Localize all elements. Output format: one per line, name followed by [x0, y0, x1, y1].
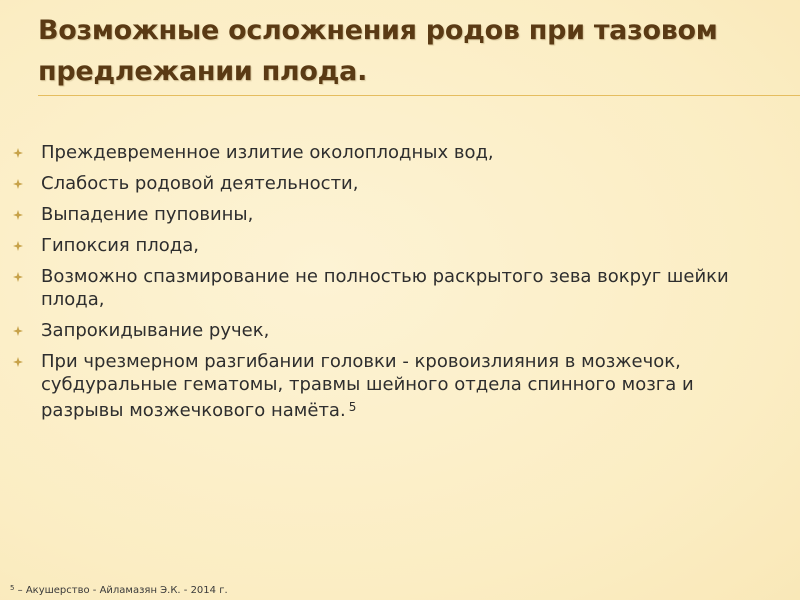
diamond-bullet-icon	[13, 357, 23, 367]
list-item-text: Гипоксия плода,	[41, 235, 199, 256]
list-item-text: Выпадение пуповины,	[41, 204, 254, 225]
footnote-text: – Акушерство - Айламазян Э.К. - 2014 г.	[14, 585, 228, 596]
diamond-bullet-icon	[13, 179, 23, 189]
list-item	[0, 350, 800, 422]
list-item-text: Слабость родовой деятельности,	[41, 173, 359, 194]
list-item-text: Преждевременное излитие околоплодных вод,	[41, 142, 494, 163]
diamond-bullet-icon	[13, 272, 23, 282]
footnote	[10, 584, 228, 596]
diamond-bullet-icon	[13, 210, 23, 220]
bullet-list	[0, 141, 800, 430]
slide-title: Возможные осложнения родов при тазовом предлежании плода.	[38, 15, 718, 87]
list-item	[0, 141, 800, 164]
list-item-text: При чрезмерном разгибании головки - кровоизлияния в мозжечок, субдуральные гематомы, травмы шейного отдела спинного мозга и разрывы мозжечкового намёта.	[41, 351, 694, 421]
footnote-marker: 5	[10, 584, 15, 592]
list-item	[0, 203, 800, 226]
title-divider	[38, 95, 800, 96]
list-item-text: Запрокидывание ручек,	[41, 320, 270, 341]
list-item-text: Возможно спазмирование не полностью раскрытого зева вокруг шейки плода,	[41, 266, 729, 310]
diamond-bullet-icon	[13, 326, 23, 336]
list-item	[0, 172, 800, 195]
list-item	[0, 265, 800, 311]
footnote-reference: 5	[348, 400, 357, 414]
list-item	[0, 234, 800, 257]
diamond-bullet-icon	[13, 241, 23, 251]
list-item	[0, 319, 800, 342]
diamond-bullet-icon	[13, 148, 23, 158]
